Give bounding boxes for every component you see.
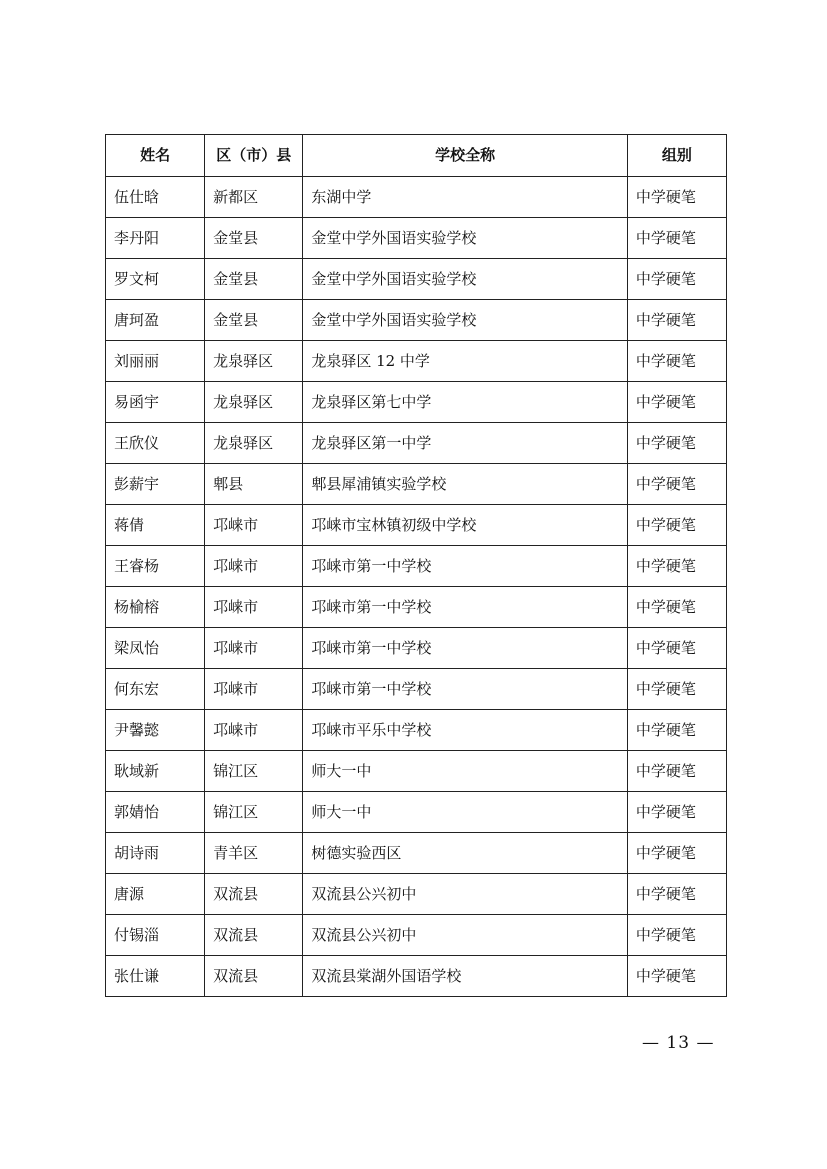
- cell-school: 双流县公兴初中: [303, 915, 628, 956]
- cell-district: 青羊区: [205, 833, 303, 874]
- cell-group: 中学硬笔: [627, 874, 726, 915]
- cell-name: 付锡淄: [106, 915, 205, 956]
- cell-group: 中学硬笔: [627, 300, 726, 341]
- cell-group: 中学硬笔: [627, 915, 726, 956]
- cell-group: 中学硬笔: [627, 628, 726, 669]
- cell-name: 彭薪宇: [106, 464, 205, 505]
- cell-district: 双流县: [205, 956, 303, 997]
- cell-school: 邛崃市宝林镇初级中学校: [303, 505, 628, 546]
- cell-name: 张仕谦: [106, 956, 205, 997]
- cell-name: 胡诗雨: [106, 833, 205, 874]
- table-row: [106, 464, 727, 505]
- cell-group: 中学硬笔: [627, 833, 726, 874]
- cell-group: 中学硬笔: [627, 956, 726, 997]
- cell-school: 邛崃市第一中学校: [303, 669, 628, 710]
- cell-school: 双流县棠湖外国语学校: [303, 956, 628, 997]
- cell-name: 梁凤怡: [106, 628, 205, 669]
- cell-school: 龙泉驿区第七中学: [303, 382, 628, 423]
- table-row: [106, 382, 727, 423]
- header-district: 区（市）县: [205, 135, 303, 177]
- cell-district: 龙泉驿区: [205, 341, 303, 382]
- cell-school: 金堂中学外国语实验学校: [303, 259, 628, 300]
- cell-name: 罗文柯: [106, 259, 205, 300]
- cell-group: 中学硬笔: [627, 177, 726, 218]
- header-group: 组别: [627, 135, 726, 177]
- header-name: 姓名: [106, 135, 205, 177]
- cell-name: 何东宏: [106, 669, 205, 710]
- table-row: [106, 751, 727, 792]
- table-row: [106, 710, 727, 751]
- table-row: [106, 915, 727, 956]
- table-row: [106, 341, 727, 382]
- cell-school: 金堂中学外国语实验学校: [303, 218, 628, 259]
- table-row: [106, 628, 727, 669]
- cell-name: 李丹阳: [106, 218, 205, 259]
- cell-district: 金堂县: [205, 300, 303, 341]
- cell-district: 龙泉驿区: [205, 423, 303, 464]
- cell-group: 中学硬笔: [627, 710, 726, 751]
- cell-name: 易函宇: [106, 382, 205, 423]
- cell-name: 王欣仪: [106, 423, 205, 464]
- cell-district: 双流县: [205, 874, 303, 915]
- cell-school: 金堂中学外国语实验学校: [303, 300, 628, 341]
- table-row: [106, 587, 727, 628]
- cell-name: 蒋倩: [106, 505, 205, 546]
- cell-group: 中学硬笔: [627, 792, 726, 833]
- table-header-row: [106, 135, 727, 177]
- table-row: [106, 505, 727, 546]
- cell-district: 邛崃市: [205, 587, 303, 628]
- cell-school: 邛崃市第一中学校: [303, 628, 628, 669]
- table-row: [106, 874, 727, 915]
- table-row: [106, 546, 727, 587]
- cell-school: 双流县公兴初中: [303, 874, 628, 915]
- cell-name: 杨榆榕: [106, 587, 205, 628]
- cell-group: 中学硬笔: [627, 382, 726, 423]
- table-row: [106, 259, 727, 300]
- cell-district: 邛崃市: [205, 669, 303, 710]
- cell-group: 中学硬笔: [627, 505, 726, 546]
- cell-district: 金堂县: [205, 218, 303, 259]
- cell-group: 中学硬笔: [627, 546, 726, 587]
- cell-name: 王睿杨: [106, 546, 205, 587]
- cell-district: 邛崃市: [205, 505, 303, 546]
- table-row: [106, 177, 727, 218]
- cell-group: 中学硬笔: [627, 464, 726, 505]
- cell-school: 郫县犀浦镇实验学校: [303, 464, 628, 505]
- cell-school: 邛崃市第一中学校: [303, 546, 628, 587]
- cell-district: 邛崃市: [205, 546, 303, 587]
- cell-group: 中学硬笔: [627, 587, 726, 628]
- cell-group: 中学硬笔: [627, 423, 726, 464]
- cell-name: 伍仕晗: [106, 177, 205, 218]
- cell-school: 龙泉驿区第一中学: [303, 423, 628, 464]
- table-row: [106, 792, 727, 833]
- cell-name: 郭婧怡: [106, 792, 205, 833]
- cell-district: 锦江区: [205, 751, 303, 792]
- cell-school: 龙泉驿区 12 中学: [303, 341, 628, 382]
- table-row: [106, 300, 727, 341]
- cell-district: 锦江区: [205, 792, 303, 833]
- cell-district: 双流县: [205, 915, 303, 956]
- cell-school: 东湖中学: [303, 177, 628, 218]
- cell-name: 耿域新: [106, 751, 205, 792]
- cell-school: 邛崃市平乐中学校: [303, 710, 628, 751]
- cell-name: 尹馨懿: [106, 710, 205, 751]
- table-row: [106, 833, 727, 874]
- table-row: [106, 956, 727, 997]
- cell-district: 新都区: [205, 177, 303, 218]
- cell-name: 刘丽丽: [106, 341, 205, 382]
- cell-name: 唐珂盈: [106, 300, 205, 341]
- cell-name: 唐源: [106, 874, 205, 915]
- cell-group: 中学硬笔: [627, 669, 726, 710]
- cell-district: 邛崃市: [205, 710, 303, 751]
- table-row: [106, 423, 727, 464]
- cell-group: 中学硬笔: [627, 259, 726, 300]
- cell-group: 中学硬笔: [627, 751, 726, 792]
- cell-group: 中学硬笔: [627, 218, 726, 259]
- award-table: [105, 134, 727, 997]
- cell-group: 中学硬笔: [627, 341, 726, 382]
- cell-school: 师大一中: [303, 751, 628, 792]
- cell-school: 邛崃市第一中学校: [303, 587, 628, 628]
- header-school: 学校全称: [303, 135, 628, 177]
- table-row: [106, 669, 727, 710]
- table-row: [106, 218, 727, 259]
- cell-district: 龙泉驿区: [205, 382, 303, 423]
- cell-district: 邛崃市: [205, 628, 303, 669]
- cell-school: 师大一中: [303, 792, 628, 833]
- table-body: [106, 177, 727, 997]
- page-number: — 13 —: [642, 1033, 715, 1053]
- cell-district: 郫县: [205, 464, 303, 505]
- cell-school: 树德实验西区: [303, 833, 628, 874]
- cell-district: 金堂县: [205, 259, 303, 300]
